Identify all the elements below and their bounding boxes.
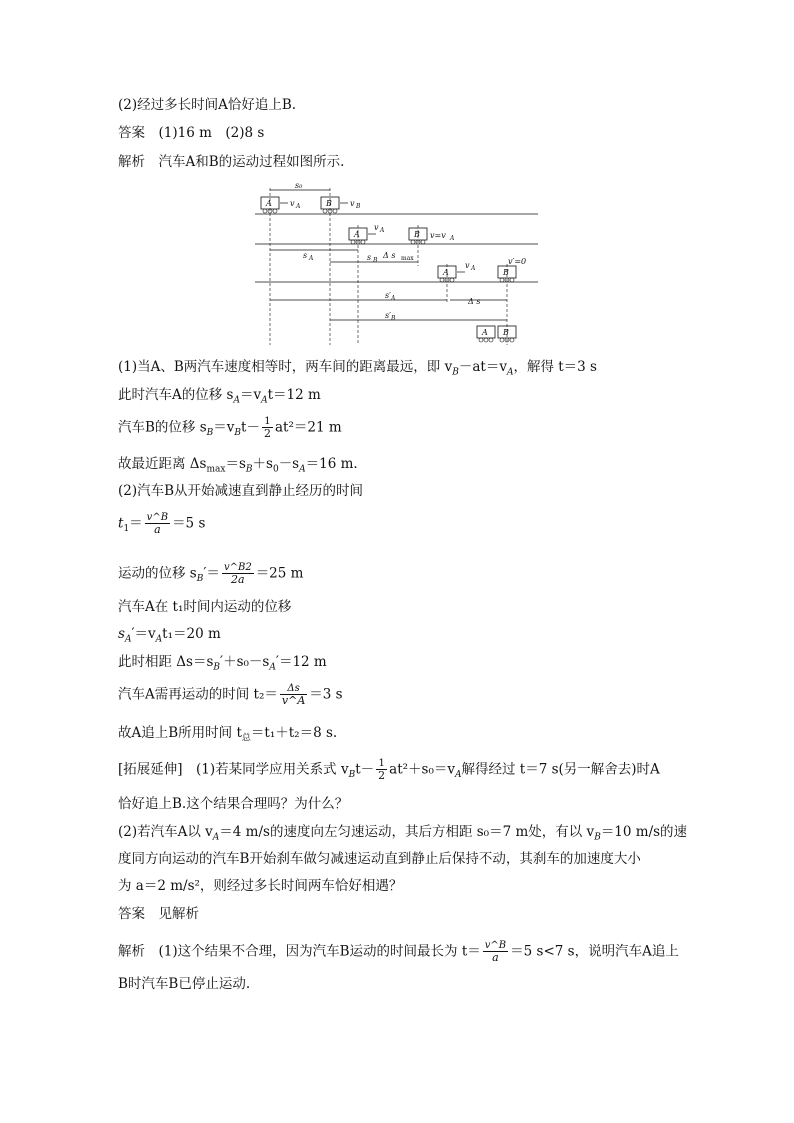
svg-text:v: v <box>374 223 379 232</box>
extension-line-1: [拓展延伸] (1)若某同学应用关系式 $v_Bt-$ $\frac{1}{2}$ $at^2+s_0=v_A$解得经过 t＝7 s(另一解舍去)时A <box>118 758 660 782</box>
extension-line-5: 为 a＝2 m/s²，则经过多长时间两车恰好相遇？ <box>118 878 403 894</box>
svg-text:A: A <box>266 199 272 208</box>
svg-text:A: A <box>380 227 385 234</box>
solution-line-6: $t_1=$ $\frac{v\^{}B}{a}$ ＝5 s <box>118 512 206 536</box>
extension-line-4: 度同方向运动的汽车B开始刹车做匀减速运动直到静止后保持不动，其刹车的加速度大小 <box>118 851 641 867</box>
solution-line-1: (1)当A、B两汽车速度相等时，两车间的距离最远，即 $v_B-at=v_A$，解得 t＝3 s <box>118 359 597 378</box>
svg-text:B: B <box>326 199 332 208</box>
analysis-2-line-2: B时汽车B已停止运动. <box>118 976 251 992</box>
solution-line-9: $s_A'=v_At_1=20$ m <box>118 626 221 645</box>
svg-text:v′=0: v′=0 <box>508 257 527 266</box>
svg-text:v: v <box>350 199 355 208</box>
solution-line-11: 汽车A需再运动的时间 t₂＝ $\frac{\Delta s}{v\^{}A}$ ＝3 s <box>118 683 343 707</box>
svg-text:B: B <box>503 328 509 337</box>
svg-text:v: v <box>290 199 295 208</box>
svg-text:v: v <box>465 261 470 270</box>
solution-line-8: 汽车A在 t₁时间内运动的位移 <box>118 599 292 615</box>
solution-line-2: 此时汽车A的位移 $s_A=v_At=12$ m <box>118 387 321 406</box>
svg-text:s: s <box>303 251 308 260</box>
solution-line-5: (2)汽车B从开始减速直到静止经历的时间 <box>118 483 364 499</box>
svg-text:A: A <box>482 328 488 337</box>
svg-text:B: B <box>356 203 361 210</box>
svg-text:A: A <box>296 203 301 210</box>
svg-text:B: B <box>391 315 396 322</box>
svg-text:max: max <box>401 255 414 262</box>
svg-text:s: s <box>367 253 372 262</box>
svg-text:B: B <box>373 257 378 264</box>
svg-text:A: A <box>443 268 449 277</box>
question-2: (2)经过多长时间A恰好追上B. <box>118 97 297 113</box>
solution-line-10: 此时相距 $\Delta s=s_B'+s_0-s_A'=12$ m <box>118 654 327 673</box>
analysis-2-line-1: 解析 (1)这个结果不合理，因为汽车B运动的时间最长为 t＝ $\frac{v\^{}B}{a}$ ＝5 s<7 s，说明汽车A追上 <box>118 940 679 964</box>
motion-diagram <box>255 180 545 345</box>
analysis-intro: 解析 汽车A和B的运动过程如图所示. <box>118 154 345 170</box>
svg-text:Δ s: Δ s <box>468 297 481 306</box>
solution-line-4: 故最近距离 $\Delta s_{max}=s_B+s_0-s_A=16$ m. <box>118 456 358 475</box>
svg-text:v=v: v=v <box>430 231 446 240</box>
solution-line-3: 汽车B的位移 $s_B=v_Bt-$ $\frac{1}{2}$ at²＝21 m <box>118 416 342 440</box>
answer-1: 答案 (1)16 m (2)8 s <box>118 125 265 141</box>
extension-line-2: 恰好追上B.这个结果合理吗？为什么？ <box>118 796 349 812</box>
answer-2: 答案 见解析 <box>118 906 199 922</box>
solution-line-12: 故A追上B所用时间 $t_总=t_1+t_2=8$ s. <box>118 725 338 744</box>
svg-text:Δ s: Δ s <box>383 251 396 260</box>
svg-text:B: B <box>414 230 420 239</box>
svg-text:A: A <box>471 265 476 272</box>
s0-label: s₀ <box>295 181 303 190</box>
svg-text:s′: s′ <box>385 311 391 320</box>
svg-text:A: A <box>309 255 314 262</box>
svg-text:s′: s′ <box>385 291 391 300</box>
svg-text:A: A <box>450 235 455 242</box>
svg-text:A: A <box>354 230 360 239</box>
svg-text:B: B <box>503 268 509 277</box>
svg-text:A: A <box>391 295 396 302</box>
solution-line-7: 运动的位移 $s_B'=$ $\frac{v\^{}B2}{2a}$ ＝25 m <box>118 562 304 586</box>
extension-line-3: (2)若汽车A以 $v_A=4$ m/s的速度向左匀速运动，其后方相距 s₀＝7 m处，有以 $v_B=10$ m/s的速 <box>118 824 688 843</box>
